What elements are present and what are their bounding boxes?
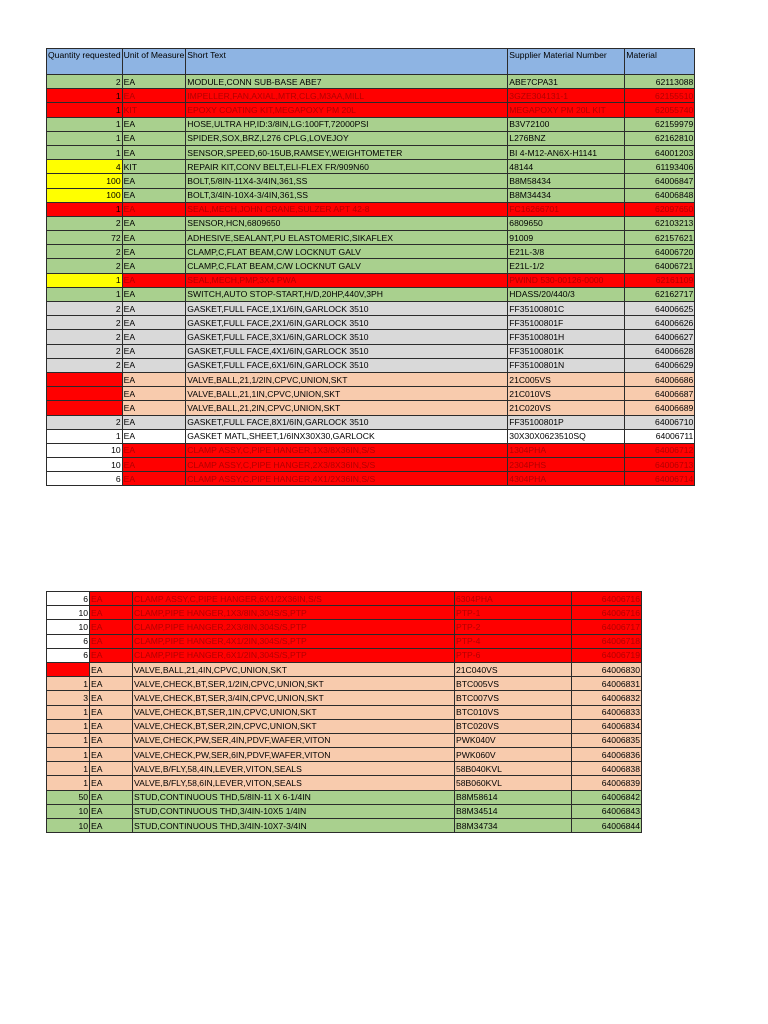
unit-cell: EA — [90, 705, 133, 719]
supplier-material-cell: 21C020VS — [508, 401, 625, 415]
material-cell: 64006843 — [572, 804, 642, 818]
short-text-cell: CLAMP,PIPE HANGER,1X3/8IN,304S/S,PTP — [133, 606, 455, 620]
quantity-cell: 10 — [47, 620, 90, 634]
unit-cell: EA — [90, 606, 133, 620]
material-cell: 64001203 — [625, 145, 695, 159]
supplier-material-cell: 30X30X0623510SQ — [508, 429, 625, 443]
quantity-cell: 1 — [47, 719, 90, 733]
supplier-material-cell: PWK040V — [455, 733, 572, 747]
supplier-material-cell: 21C010VS — [508, 387, 625, 401]
supplier-material-cell: B8M58434 — [508, 174, 625, 188]
supplier-material-cell: HDASS/20/440/3 — [508, 287, 625, 301]
header-material: Material — [625, 49, 695, 75]
table-row — [47, 620, 642, 634]
short-text-cell: CLAMP ASSY,C,PIPE HANGER,1X3/8X36IN,S/S — [186, 443, 508, 457]
unit-cell: EA — [90, 662, 133, 676]
unit-cell: EA — [122, 75, 186, 89]
supplier-material-cell: 2304PHS — [508, 458, 625, 472]
table-row — [47, 719, 642, 733]
unit-cell: EA — [122, 287, 186, 301]
material-table-bottom — [46, 591, 642, 833]
quantity-cell: 6 — [47, 634, 90, 648]
unit-cell: EA — [90, 748, 133, 762]
quantity-cell: 2 — [47, 259, 123, 273]
unit-cell: EA — [90, 677, 133, 691]
supplier-material-cell: 48144 — [508, 160, 625, 174]
unit-cell: EA — [122, 429, 186, 443]
table-row — [47, 472, 695, 486]
table-row — [47, 443, 695, 457]
short-text-cell: HOSE,ULTRA HP,ID:3/8IN,LG:100FT,72000PSI — [186, 117, 508, 131]
unit-cell: EA — [122, 443, 186, 457]
material-cell: 62113088 — [625, 75, 695, 89]
quantity-cell: 10 — [47, 606, 90, 620]
unit-cell: EA — [122, 245, 186, 259]
supplier-material-cell: B8M34514 — [455, 804, 572, 818]
unit-cell: EA — [122, 302, 186, 316]
short-text-cell: VALVE,BALL,21,1IN,CPVC,UNION,SKT — [186, 387, 508, 401]
short-text-cell: GASKET,FULL FACE,1X1/6IN,GARLOCK 3510 — [186, 302, 508, 316]
material-cell: 64006627 — [625, 330, 695, 344]
unit-cell: EA — [122, 117, 186, 131]
unit-cell: EA — [90, 804, 133, 818]
table-row — [47, 231, 695, 245]
supplier-material-cell: BTC007VS — [455, 691, 572, 705]
material-cell: 62162717 — [625, 287, 695, 301]
table-row — [47, 316, 695, 330]
short-text-cell: VALVE,CHECK,BT,SER,3/4IN,CPVC,UNION,SKT — [133, 691, 455, 705]
material-cell: 64006714 — [625, 472, 695, 486]
header-short-text: Short Text — [186, 49, 508, 75]
quantity-cell: 6 — [47, 472, 123, 486]
unit-cell: EA — [122, 174, 186, 188]
unit-cell: EA — [122, 145, 186, 159]
short-text-cell: GASKET,FULL FACE,2X1/6IN,GARLOCK 3510 — [186, 316, 508, 330]
unit-cell: EA — [122, 372, 186, 386]
supplier-material-cell: 91009 — [508, 231, 625, 245]
supplier-material-cell: PTP-6 — [455, 648, 572, 662]
short-text-cell: VALVE,CHECK,BT,SER,1/2IN,CPVC,UNION,SKT — [133, 677, 455, 691]
short-text-cell: CLAMP,PIPE HANGER,4X1/2IN,304S/S,PTP — [133, 634, 455, 648]
table-row — [47, 302, 695, 316]
supplier-material-cell: E21L-3/8 — [508, 245, 625, 259]
unit-cell: EA — [122, 458, 186, 472]
material-cell: 64006713 — [625, 458, 695, 472]
quantity-cell: 1 — [47, 145, 123, 159]
short-text-cell: EPOXY COATING KIT,MEGAPOXY PM 20L — [186, 103, 508, 117]
supplier-material-cell: MEGAPOXY PM 20L KIT — [508, 103, 625, 117]
short-text-cell: VALVE,B/FLY,58,4IN,LEVER,VITON,SEALS — [133, 762, 455, 776]
unit-cell: EA — [122, 358, 186, 372]
short-text-cell: CLAMP,C,FLAT BEAM,C/W LOCKNUT GALV — [186, 245, 508, 259]
material-cell: 64006844 — [572, 819, 642, 833]
unit-cell: KIT — [122, 103, 186, 117]
supplier-material-cell: BTC020VS — [455, 719, 572, 733]
unit-cell: EA — [122, 387, 186, 401]
short-text-cell: VALVE,CHECK,PW,SER,6IN,PDVF,WAFER,VITON — [133, 748, 455, 762]
table-row — [47, 75, 695, 89]
quantity-cell: 10 — [47, 804, 90, 818]
material-cell: 64006686 — [625, 372, 695, 386]
material-cell: 64006626 — [625, 316, 695, 330]
unit-cell: EA — [122, 89, 186, 103]
material-cell: 62162810 — [625, 131, 695, 145]
table-row — [47, 273, 695, 287]
supplier-material-cell: B8M34434 — [508, 188, 625, 202]
material-cell: 64006834 — [572, 719, 642, 733]
unit-cell: EA — [122, 131, 186, 145]
table-row — [47, 188, 695, 202]
quantity-cell: 1 — [47, 748, 90, 762]
table-row — [47, 592, 642, 606]
quantity-cell: 100 — [47, 188, 123, 202]
unit-cell: EA — [90, 719, 133, 733]
supplier-material-cell: 4304PHA — [508, 472, 625, 486]
supplier-material-cell: 58B040KVL — [455, 762, 572, 776]
quantity-cell: 50 — [47, 790, 90, 804]
supplier-material-cell: ABE7CPA31 — [508, 75, 625, 89]
quantity-cell: 1 — [47, 429, 123, 443]
short-text-cell: GASKET,FULL FACE,6X1/6IN,GARLOCK 3510 — [186, 358, 508, 372]
quantity-cell: 10 — [47, 443, 123, 457]
unit-cell: EA — [90, 592, 133, 606]
table-row — [47, 259, 695, 273]
unit-cell: EA — [90, 648, 133, 662]
supplier-material-cell: BTC010VS — [455, 705, 572, 719]
supplier-material-cell: PTP-4 — [455, 634, 572, 648]
table-row — [47, 330, 695, 344]
quantity-cell: 2 — [47, 302, 123, 316]
table-row — [47, 790, 642, 804]
short-text-cell: GASKET,FULL FACE,3X1/6IN,GARLOCK 3510 — [186, 330, 508, 344]
unit-cell: EA — [90, 790, 133, 804]
unit-cell: EA — [122, 472, 186, 486]
material-cell: 64006629 — [625, 358, 695, 372]
short-text-cell: MODULE,CONN SUB-BASE ABE7 — [186, 75, 508, 89]
table-row — [47, 415, 695, 429]
supplier-material-cell: 6304PHA — [455, 592, 572, 606]
unit-cell: EA — [122, 231, 186, 245]
unit-cell: KIT — [122, 160, 186, 174]
quantity-cell — [47, 387, 123, 401]
short-text-cell: CLAMP,PIPE HANGER,6X1/2IN,304S/S,PTP — [133, 648, 455, 662]
short-text-cell: STUD,CONTINUOUS THD,5/8IN-11 X 6-1/4IN — [133, 790, 455, 804]
unit-cell: EA — [122, 216, 186, 230]
quantity-cell: 1 — [47, 733, 90, 747]
quantity-cell: 1 — [47, 762, 90, 776]
supplier-material-cell: FF35100801N — [508, 358, 625, 372]
supplier-material-cell: FF35100801H — [508, 330, 625, 344]
material-cell: 61193406 — [625, 160, 695, 174]
table-row — [47, 145, 695, 159]
material-cell: 64006721 — [625, 259, 695, 273]
quantity-cell: 2 — [47, 316, 123, 330]
unit-cell: EA — [122, 273, 186, 287]
table-row — [47, 429, 695, 443]
short-text-cell: SENSOR,SPEED,60-15UB,RAMSEY,WEIGHTOMETER — [186, 145, 508, 159]
supplier-material-cell: 58B060KVL — [455, 776, 572, 790]
material-cell: 64006839 — [572, 776, 642, 790]
unit-cell: EA — [122, 401, 186, 415]
quantity-cell: 2 — [47, 415, 123, 429]
supplier-material-cell: FF35100801P — [508, 415, 625, 429]
short-text-cell: SEAL,MECH,JOHN CRANE,SULZER APT 42-8 — [186, 202, 508, 216]
table-row — [47, 287, 695, 301]
table-row — [47, 804, 642, 818]
table-row — [47, 117, 695, 131]
material-cell: 64006848 — [625, 188, 695, 202]
material-cell: 64006719 — [572, 648, 642, 662]
supplier-material-cell: 6809650 — [508, 216, 625, 230]
short-text-cell: VALVE,CHECK,PW,SER,4IN,PDVF,WAFER,VITON — [133, 733, 455, 747]
short-text-cell: SEAL,MECH,PMP,3X4 PWA — [186, 273, 508, 287]
unit-cell: EA — [122, 316, 186, 330]
table-row — [47, 103, 695, 117]
material-cell: 64006832 — [572, 691, 642, 705]
quantity-cell: 2 — [47, 330, 123, 344]
unit-cell: EA — [122, 259, 186, 273]
supplier-material-cell: BI 4-M12-AN6X-H1141 — [508, 145, 625, 159]
table-row — [47, 662, 642, 676]
table-row — [47, 606, 642, 620]
short-text-cell: GASKET,FULL FACE,8X1/6IN,GARLOCK 3510 — [186, 415, 508, 429]
quantity-cell — [47, 372, 123, 386]
table-row — [47, 358, 695, 372]
material-cell: 64006689 — [625, 401, 695, 415]
short-text-cell: STUD,CONTINUOUS THD,3/4IN-10X5 1/4IN — [133, 804, 455, 818]
quantity-cell: 2 — [47, 358, 123, 372]
table-row — [47, 245, 695, 259]
quantity-cell: 4 — [47, 160, 123, 174]
table-row — [47, 216, 695, 230]
quantity-cell: 72 — [47, 231, 123, 245]
quantity-cell: 2 — [47, 216, 123, 230]
supplier-material-cell: FF35100801K — [508, 344, 625, 358]
table-row — [47, 202, 695, 216]
material-cell: 64006833 — [572, 705, 642, 719]
short-text-cell: CLAMP,C,FLAT BEAM,C/W LOCKNUT GALV — [186, 259, 508, 273]
table-row — [47, 691, 642, 705]
table-row — [47, 776, 642, 790]
unit-cell: EA — [90, 819, 133, 833]
quantity-cell — [47, 401, 123, 415]
short-text-cell: GASKET MATL,SHEET,1/6INX30X30,GARLOCK — [186, 429, 508, 443]
short-text-cell: CLAMP,PIPE HANGER,2X3/8IN,304S/S,PTP — [133, 620, 455, 634]
header-unit: Unit of Measure — [122, 49, 186, 75]
material-cell: 64006847 — [625, 174, 695, 188]
short-text-cell: VALVE,BALL,21,2IN,CPVC,UNION,SKT — [186, 401, 508, 415]
supplier-material-cell: E21L-1/2 — [508, 259, 625, 273]
short-text-cell: ADHESIVE,SEALANT,PU ELASTOMERIC,SIKAFLEX — [186, 231, 508, 245]
supplier-material-cell: PWIND 530-00126-0000 — [508, 273, 625, 287]
material-cell: 62157621 — [625, 231, 695, 245]
unit-cell: EA — [90, 733, 133, 747]
supplier-material-cell: BTC005VS — [455, 677, 572, 691]
table-row — [47, 648, 642, 662]
material-cell: 62161109 — [625, 273, 695, 287]
material-cell: 64006835 — [572, 733, 642, 747]
quantity-cell: 1 — [47, 273, 123, 287]
quantity-cell: 3 — [47, 691, 90, 705]
material-cell: 62155510 — [625, 89, 695, 103]
short-text-cell: REPAIR KIT,CONV BELT,ELI-FLEX FR/909N60 — [186, 160, 508, 174]
short-text-cell: BOLT,3/4IN-10X4-3/4IN,361,SS — [186, 188, 508, 202]
short-text-cell: BOLT,5/8IN-11X4-3/4IN,361,SS — [186, 174, 508, 188]
material-cell: 62097650 — [625, 202, 695, 216]
short-text-cell: IMPELLER,FAN,AXIAL,MTR,CLG,M3AA,MILL — [186, 89, 508, 103]
unit-cell: EA — [122, 415, 186, 429]
material-cell: 64006838 — [572, 762, 642, 776]
material-cell: 64006717 — [572, 620, 642, 634]
table-row — [47, 372, 695, 386]
unit-cell: EA — [90, 620, 133, 634]
short-text-cell: VALVE,CHECK,BT,SER,2IN,CPVC,UNION,SKT — [133, 719, 455, 733]
short-text-cell: CLAMP ASSY,C,PIPE HANGER,6X1/2X36IN,S/S — [133, 592, 455, 606]
quantity-cell: 2 — [47, 245, 123, 259]
material-cell: 62055740 — [625, 103, 695, 117]
short-text-cell: SWITCH,AUTO STOP-START,H/D,20HP,440V,3PH — [186, 287, 508, 301]
material-cell: 64006831 — [572, 677, 642, 691]
unit-cell: EA — [122, 330, 186, 344]
quantity-cell — [47, 662, 90, 676]
quantity-cell: 1 — [47, 131, 123, 145]
unit-cell: EA — [122, 188, 186, 202]
supplier-material-cell: B3V72100 — [508, 117, 625, 131]
table-row — [47, 89, 695, 103]
header-quantity: Quantity requested — [47, 49, 123, 75]
material-cell: 64006716 — [572, 592, 642, 606]
material-cell: 64006687 — [625, 387, 695, 401]
table-row — [47, 762, 642, 776]
unit-cell: EA — [90, 762, 133, 776]
supplier-material-cell: FF35100801F — [508, 316, 625, 330]
unit-cell: EA — [122, 202, 186, 216]
table-row — [47, 401, 695, 415]
quantity-cell: 1 — [47, 89, 123, 103]
material-cell: 62159979 — [625, 117, 695, 131]
short-text-cell: CLAMP ASSY,C,PIPE HANGER,2X3/8X36IN,S/S — [186, 458, 508, 472]
material-cell: 62103213 — [625, 216, 695, 230]
quantity-cell: 1 — [47, 677, 90, 691]
table-row — [47, 160, 695, 174]
table-row — [47, 131, 695, 145]
quantity-cell: 10 — [47, 819, 90, 833]
table-row — [47, 819, 642, 833]
table-row — [47, 733, 642, 747]
short-text-cell: STUD,CONTINUOUS THD,3/4IN-10X7-3/4IN — [133, 819, 455, 833]
short-text-cell: SENSOR,HCN,6809650 — [186, 216, 508, 230]
short-text-cell: VALVE,CHECK,BT,SER,1IN,CPVC,UNION,SKT — [133, 705, 455, 719]
material-cell: 64006718 — [572, 634, 642, 648]
quantity-cell: 2 — [47, 75, 123, 89]
short-text-cell: VALVE,BALL,21,1/2IN,CPVC,UNION,SKT — [186, 372, 508, 386]
quantity-cell: 1 — [47, 705, 90, 719]
supplier-material-cell: B8M58614 — [455, 790, 572, 804]
table-row — [47, 748, 642, 762]
material-cell: 64006836 — [572, 748, 642, 762]
supplier-material-cell: B8M34734 — [455, 819, 572, 833]
supplier-material-cell: FC16266701 — [508, 202, 625, 216]
supplier-material-cell: 21C005VS — [508, 372, 625, 386]
short-text-cell: SPIDER,SOX,BRZ,L276 CPLG,LOVEJOY — [186, 131, 508, 145]
supplier-material-cell: 3GZE304131-1 — [508, 89, 625, 103]
supplier-material-cell: L276BNZ — [508, 131, 625, 145]
material-cell: 64006842 — [572, 790, 642, 804]
header-supplier-material-number: Supplier Material Number — [508, 49, 625, 75]
material-cell: 64006710 — [625, 415, 695, 429]
quantity-cell: 1 — [47, 776, 90, 790]
unit-cell: EA — [90, 691, 133, 705]
table-row — [47, 634, 642, 648]
material-cell: 64006712 — [625, 443, 695, 457]
table-row — [47, 344, 695, 358]
quantity-cell: 100 — [47, 174, 123, 188]
quantity-cell: 1 — [47, 103, 123, 117]
unit-cell: EA — [90, 634, 133, 648]
quantity-cell: 1 — [47, 287, 123, 301]
supplier-material-cell: PTP-1 — [455, 606, 572, 620]
quantity-cell: 2 — [47, 344, 123, 358]
supplier-material-cell: 21C040VS — [455, 662, 572, 676]
table-row — [47, 677, 642, 691]
material-cell: 64006716 — [572, 606, 642, 620]
supplier-material-cell: FF35100801C — [508, 302, 625, 316]
short-text-cell: CLAMP ASSY,C,PIPE HANGER,4X1/2X36IN,S/S — [186, 472, 508, 486]
material-cell: 64006720 — [625, 245, 695, 259]
quantity-cell: 1 — [47, 117, 123, 131]
unit-cell: EA — [90, 776, 133, 790]
material-cell: 64006628 — [625, 344, 695, 358]
supplier-material-cell: PWK060V — [455, 748, 572, 762]
unit-cell: EA — [122, 344, 186, 358]
short-text-cell: GASKET,FULL FACE,4X1/6IN,GARLOCK 3510 — [186, 344, 508, 358]
supplier-material-cell: 1304PHA — [508, 443, 625, 457]
quantity-cell: 10 — [47, 458, 123, 472]
supplier-material-cell: PTP-2 — [455, 620, 572, 634]
material-cell: 64006711 — [625, 429, 695, 443]
material-cell: 64006625 — [625, 302, 695, 316]
table-row — [47, 458, 695, 472]
quantity-cell: 6 — [47, 648, 90, 662]
table-row — [47, 387, 695, 401]
quantity-cell: 1 — [47, 202, 123, 216]
short-text-cell: VALVE,B/FLY,58,6IN,LEVER,VITON,SEALS — [133, 776, 455, 790]
material-cell: 64006830 — [572, 662, 642, 676]
short-text-cell: VALVE,BALL,21,4IN,CPVC,UNION,SKT — [133, 662, 455, 676]
header-row — [47, 49, 695, 75]
material-table-top — [46, 48, 695, 486]
table-row — [47, 705, 642, 719]
quantity-cell: 6 — [47, 592, 90, 606]
table-row — [47, 174, 695, 188]
